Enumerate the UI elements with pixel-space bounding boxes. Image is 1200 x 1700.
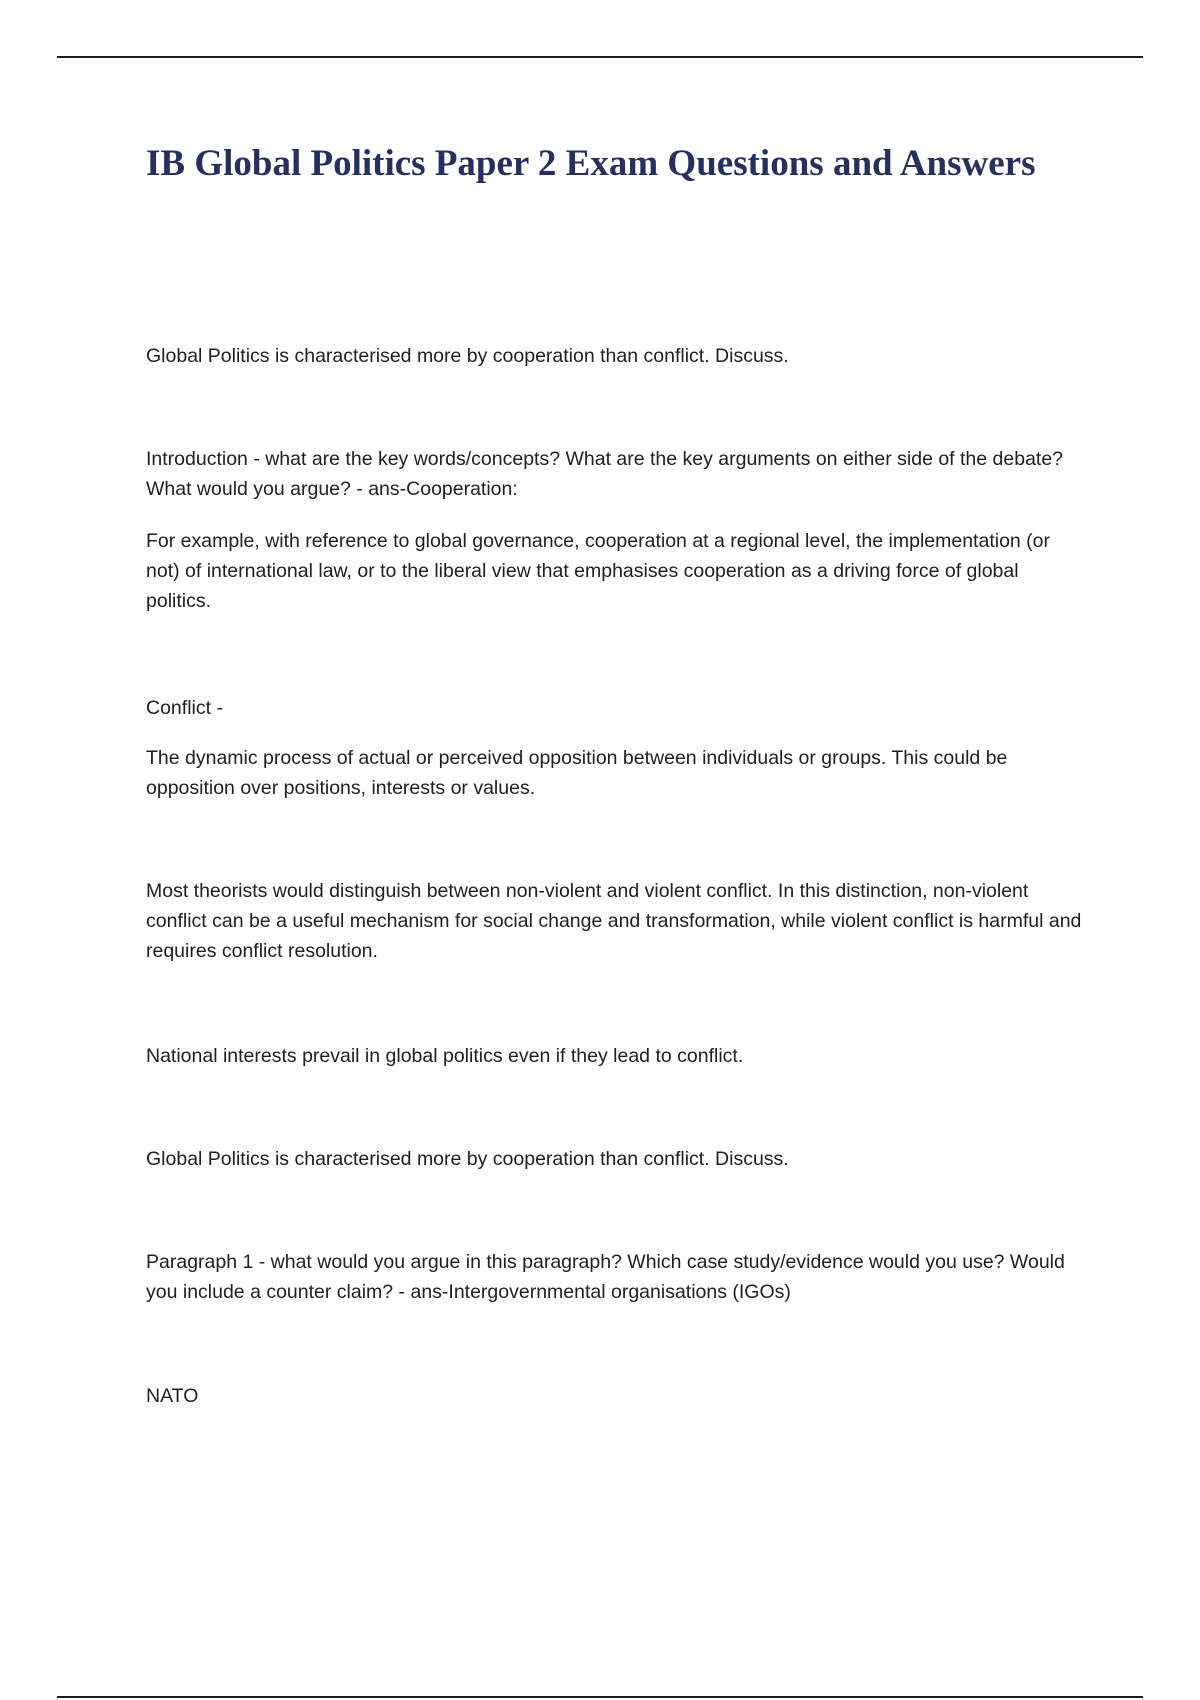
bottom-rule [57,1696,1143,1698]
introduction-paragraph: Introduction - what are the key words/concepts? What are the key arguments on either side of the debate? What would you argue? - ans-Cooperation: [146,448,1064,500]
theorists-paragraph: Most theorists would distinguish between non-violent and violent conflict. In this distinction, non-violent conflict can be a useful mechanism for social change and transformation, while violent conflict is harmful and requires conflict resolution. [146,880,1082,962]
cooperation-example-paragraph: For example, with reference to global governance, cooperation at a regional level, the implementation (or not) of international law, or to the liberal view that emphasises cooperation as a driving force of global politics. [146,530,1051,612]
document-title: IB Global Politics Paper 2 Exam Questions and Answers [146,143,1036,184]
nato-line: NATO [146,1385,199,1407]
paragraph-1-prompt: Paragraph 1 - what would you argue in this paragraph? Which case study/evidence would you use? Would you include a counter claim? - ans-Intergovernmental organisations (IGOs) [146,1251,1065,1303]
question-prompt: Global Politics is characterised more by cooperation than conflict. Discuss. [146,345,789,367]
question-prompt-repeat: Global Politics is characterised more by cooperation than conflict. Discuss. [146,1148,789,1170]
top-rule [57,56,1143,58]
conflict-heading: Conflict - [146,697,223,719]
national-interests-paragraph: National interests prevail in global politics even if they lead to conflict. [146,1045,744,1067]
conflict-definition-paragraph: The dynamic process of actual or perceived opposition between individuals or groups. This could be opposition over positions, interests or values. [146,747,1008,799]
